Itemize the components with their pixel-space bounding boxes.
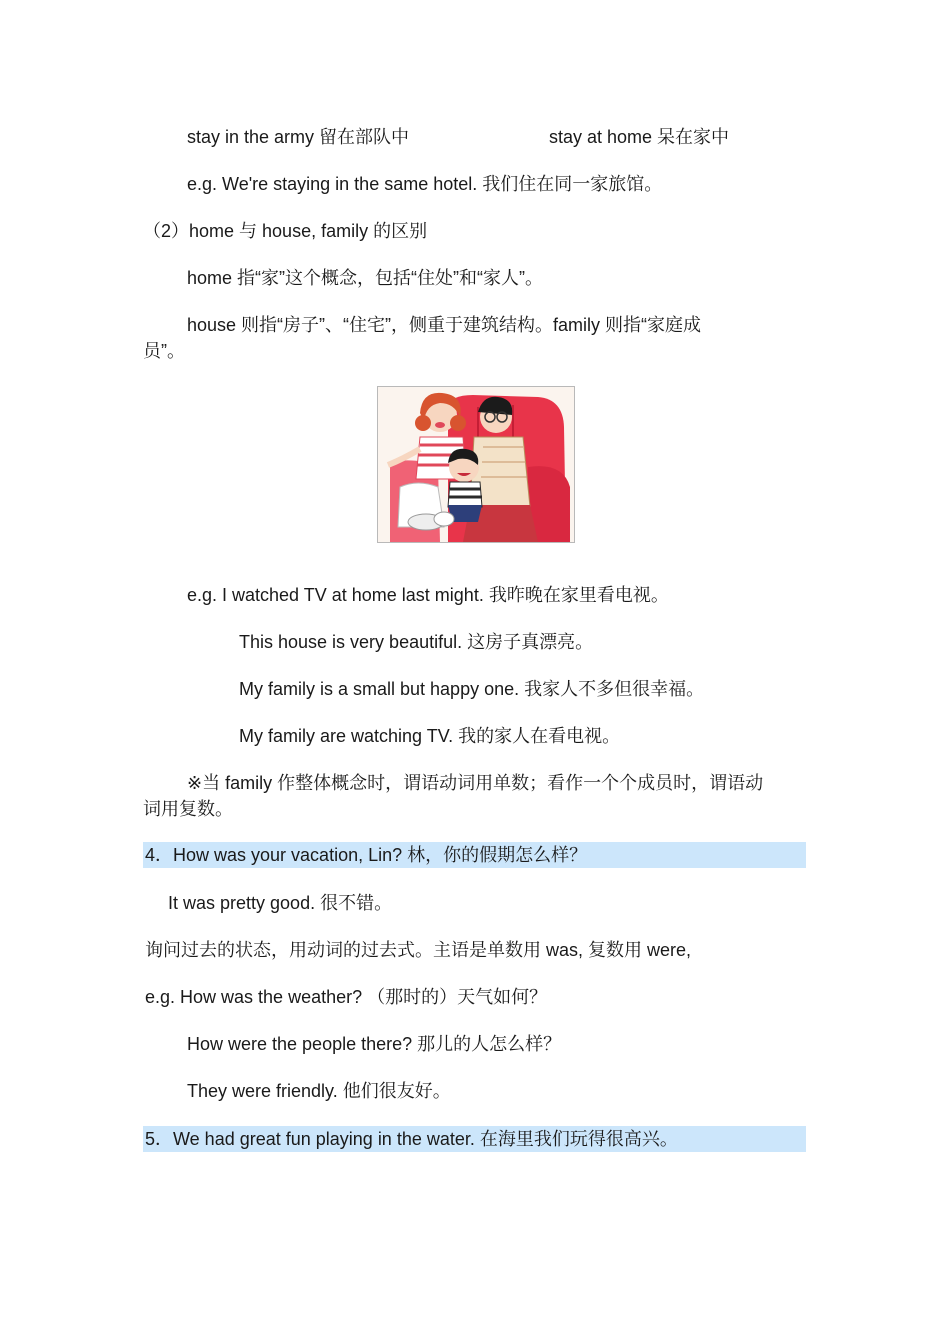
- example-watched-tv: e.g. I watched TV at home last might. 我昨晚在家里看电视。: [187, 585, 669, 605]
- example-family-watching-tv: My family are watching TV. 我的家人在看电视。: [239, 726, 621, 746]
- definition-house-family: house 则指“房子”、“住宅”，侧重于建筑结构。family 则指“家庭成: [187, 315, 702, 335]
- example-weather: e.g. How was the weather? （那时的）天气如何？: [145, 987, 548, 1007]
- phrase-stay-in-army: stay in the army 留在部队中: [187, 127, 410, 147]
- section-heading-home-house-family: （2）home 与 house, family 的区别: [143, 221, 428, 241]
- explanation-past-tense: 询问过去的状态，用动词的过去式。主语是单数用 was, 复数用 were,: [145, 940, 692, 960]
- example-house-beautiful: This house is very beautiful. 这房子真漂亮。: [239, 632, 594, 652]
- item-5-heading: 5．We had great fun playing in the water. 在海里我们玩得很高兴。: [145, 1129, 678, 1149]
- item-4-heading: 4．How was your vacation, Lin? 林，你的假期怎么样？: [145, 845, 588, 865]
- example-people-there: How were the people there? 那儿的人怎么样？: [187, 1034, 562, 1054]
- note-family-verb-agreement-cont: 词用复数。: [143, 799, 233, 819]
- example-hotel: e.g. We're staying in the same hotel. 我们住在同一家旅馆。: [187, 174, 663, 194]
- definition-home: home 指“家”这个概念，包括“住处”和“家人”。: [187, 268, 543, 288]
- note-family-verb-agreement: ※当 family 作整体概念时，谓语动词用单数；看作一个个成员时，谓语动: [187, 773, 764, 793]
- family-illustration-svg: [378, 387, 574, 542]
- phrase-stay-at-home: stay at home 呆在家中: [549, 127, 730, 147]
- definition-house-family-cont: 员”。: [143, 341, 185, 361]
- family-on-sofa-illustration: [377, 386, 575, 543]
- answer-pretty-good: It was pretty good. 很不错。: [168, 893, 393, 913]
- example-family-small-happy: My family is a small but happy one. 我家人不多但很幸福。: [239, 679, 705, 699]
- example-friendly: They were friendly. 他们很友好。: [187, 1081, 451, 1101]
